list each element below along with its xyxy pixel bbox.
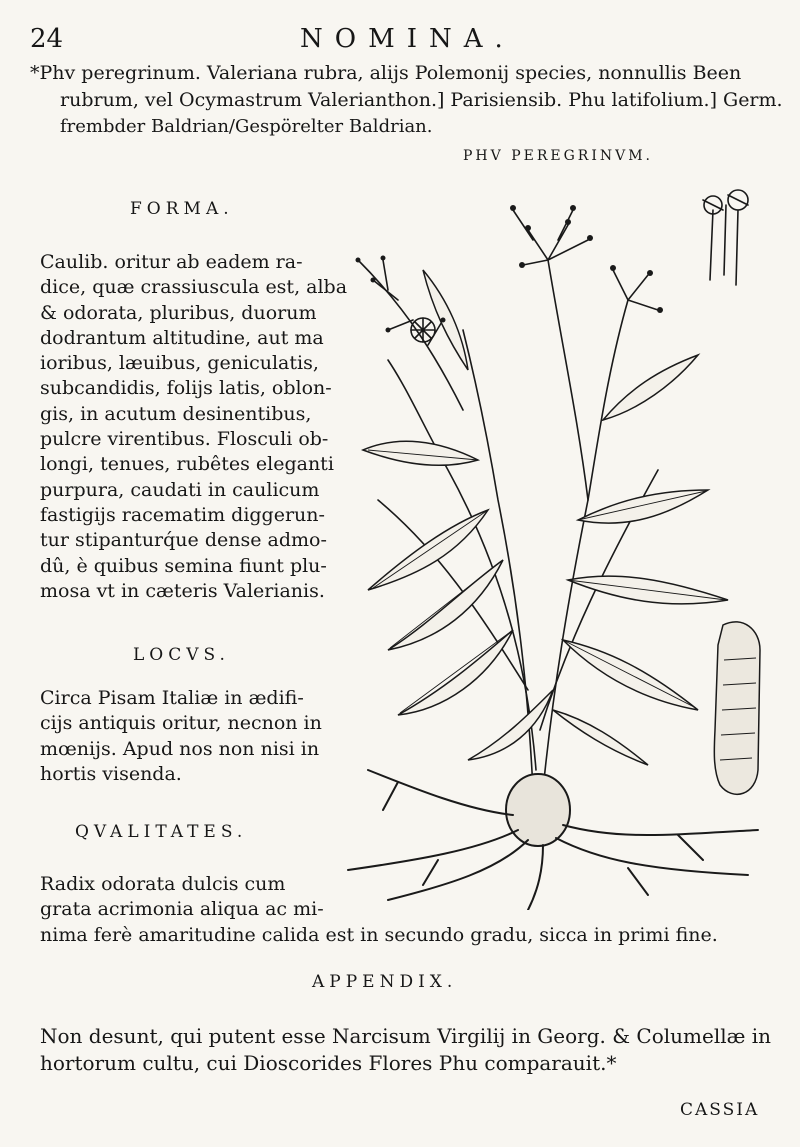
page-number: 24 xyxy=(30,24,64,54)
locus-line: cijs antiquis oritur, necnon in xyxy=(40,712,322,735)
forma-line: gis, in acutum desinentibus, xyxy=(40,402,312,425)
synonyms-line-3: frembder Baldrian/Gespörelter Baldrian. xyxy=(60,116,433,137)
forma-paragraph xyxy=(40,250,347,604)
figure-caption: PHV PEREGRINVM. xyxy=(463,148,653,164)
locus-line: mœnijs. Apud nos non nisi in xyxy=(40,737,320,760)
forma-line: pulcre virentibus. Flosculi ob- xyxy=(40,428,329,451)
appendix-paragraph xyxy=(40,1023,771,1077)
forma-line: subcandidis, folijs latis, oblon- xyxy=(40,377,332,400)
appendix-line: Non desunt, qui putent esse Narcisum Virgilij in Georg. & Columellæ in xyxy=(40,1024,772,1048)
forma-line: fastigijs racematim diggerun- xyxy=(40,503,325,526)
qualitates-line: grata acrimonia aliqua ac mi- xyxy=(40,898,324,921)
qualitates-heading: QVALITATES. xyxy=(75,822,248,842)
forma-line: tur stipanturq́ue dense admo- xyxy=(40,529,327,552)
qualitates-line: Radix odorata dulcis cum xyxy=(40,873,286,895)
locus-line: hortis visenda. xyxy=(40,762,182,785)
forma-line: dû, è quibus semina fiunt plu- xyxy=(40,554,327,577)
synonyms-line-2: rubrum, vel Ocymastrum Valerianthon.] Parisiensib. Phu latifolium.] Germ. xyxy=(60,89,783,111)
forma-line: dice, quæ crassiuscula est, alba xyxy=(40,276,348,299)
forma-heading: FORMA. xyxy=(130,199,234,219)
locus-paragraph xyxy=(40,686,322,787)
forma-line: Caulib. oritur ab eadem ra- xyxy=(40,251,303,273)
catchword: CASSIA xyxy=(680,1100,760,1120)
running-title: NOMINA. xyxy=(300,24,515,54)
forma-line: & odorata, pluribus, duorum xyxy=(40,301,317,324)
forma-line: longi, tenues, rubêtes eleganti xyxy=(40,453,334,476)
locus-heading: LOCVS. xyxy=(133,645,230,665)
forma-line: purpura, caudati in caulicum xyxy=(40,478,320,501)
valerian-woodcut-illustration xyxy=(328,170,768,910)
appendix-heading: APPENDIX. xyxy=(312,972,458,992)
synonyms-line-1: *Phv peregrinum. Valeriana rubra, alijs Polemonij species, nonnullis Been xyxy=(30,62,742,84)
forma-line: ioribus, læuibus, geniculatis, xyxy=(40,352,319,375)
locus-line: Circa Pisam Italiæ in ædifi- xyxy=(40,687,304,709)
appendix-line: hortorum cultu, cui Dioscorides Flores Phu comparauit.* xyxy=(40,1051,617,1075)
forma-line: dodrantum altitudine, aut ma xyxy=(40,326,324,349)
forma-line: mosa vt in cæteris Valerianis. xyxy=(40,579,325,602)
qualitates-line: nima ferè amaritudine calida est in secundo gradu, sicca in primi fine. xyxy=(40,923,718,946)
